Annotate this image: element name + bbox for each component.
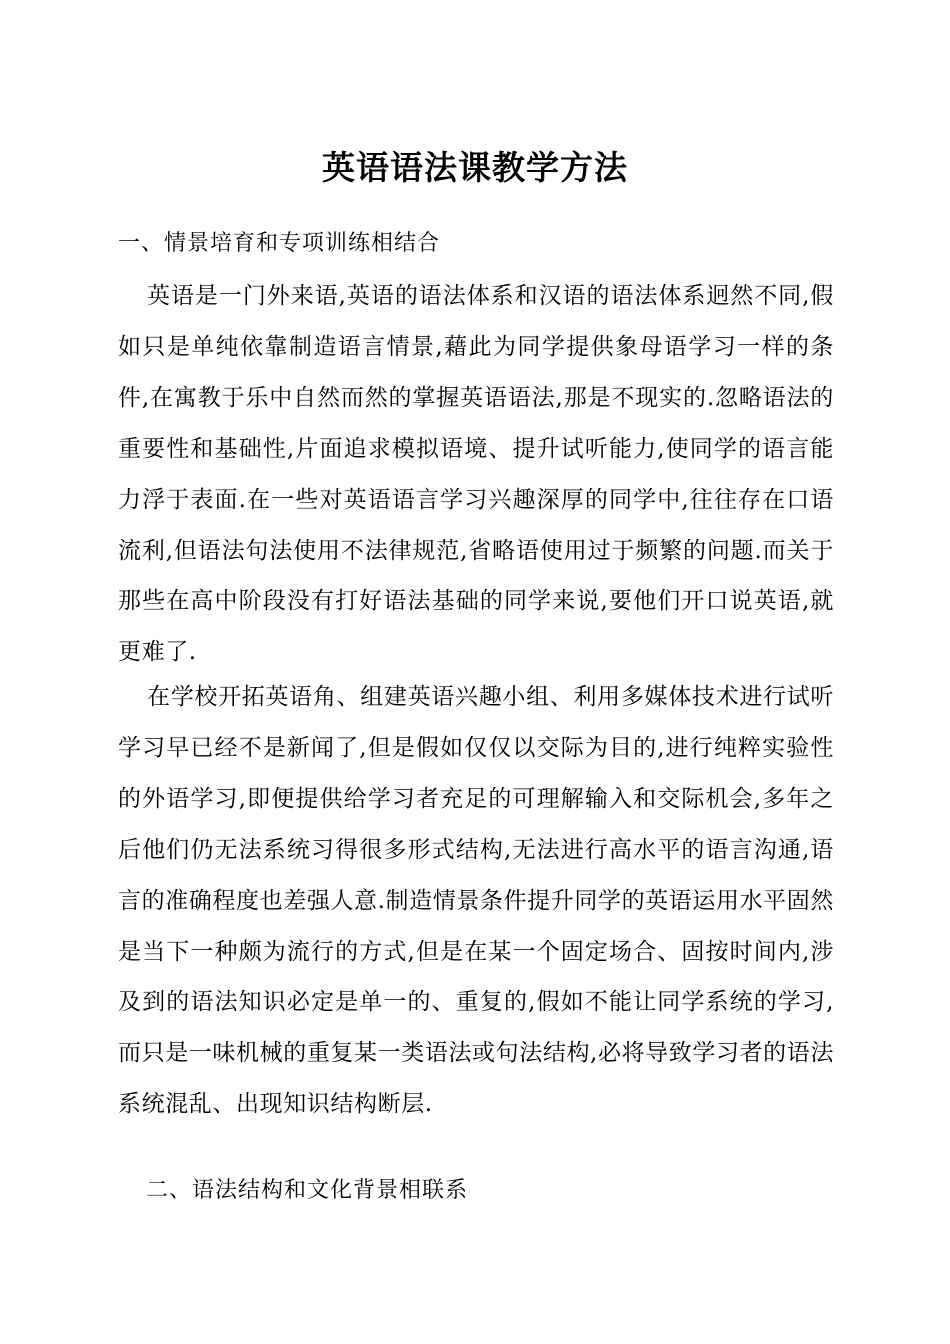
section-heading-2: 二、语法结构和文化背景相联系	[146, 1178, 469, 1203]
body-paragraph-2: 在学校开拓英语角、组建英语兴趣小组、利用多媒体技术进行试听学习早已经不是新闻了,但是假如仅仅以交际为目的,进行纯粹实验性的外语学习,即便提供给学习者充足的可理解输入和交际机会,多年之后他们仍无法系统习得很多形式结构,无法进行高水平的语言沟通,语言的准确程度也差强人意.制造情景条件提升同学的英语运用水平固然是当下一种颇为流行的方式,但是在某一个固定场合、固按时间内,涉及到的语法知识必定是单一的、重复的,假如不能让同学系统的学习,而只是一味机械的重复某一类语法或句法结构,必将导致学习者的语法系统混乱、出现知识结构断层.	[118, 684, 834, 1118]
document-title: 英语语法课教学方法	[322, 148, 628, 187]
section-heading-1: 一、情景培育和专项训练相结合	[118, 231, 441, 256]
body-paragraph-1: 英语是一门外来语,英语的语法体系和汉语的语法体系迥然不同,假如只是单纯依靠制造语言情景,藉此为同学提供象母语学习一样的条件,在寓教于乐中自然而然的掌握英语语法,那是不现实的.忽略语法的重要性和基础性,片面追求模拟语境、提升试听能力,使同学的语言能力浮于表面.在一些对英语语言学习兴趣深厚的同学中,往往存在口语流利,但语法句法使用不法律规范,省略语使用过于频繁的问题.而关于那些在高中阶段没有打好语法基础的同学来说,要他们开口说英语,就更难了.	[118, 283, 834, 666]
